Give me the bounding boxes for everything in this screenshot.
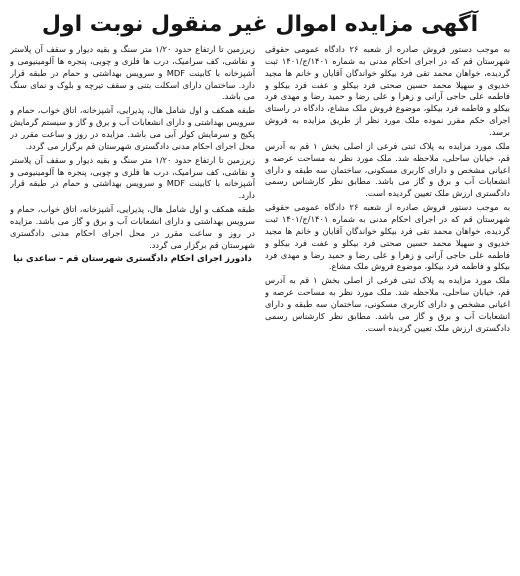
title-bar xyxy=(10,8,510,40)
left-paragraph-2: طبقه همکف و اول شامل هال، پذیرایی، آشپزخانه، اتاق خواب، حمام و سرویس بهداشتی و دارای انشعابات آب و برق و گاز و سیستم گرمایش پکیج و سرمایش کولر آبی می باشد. مزایده در روز و ساعت مقرر در محل اجرای احکام مدنی دادگستری شهرستان قم برگزار می گردد. xyxy=(10,105,255,151)
right-paragraph-1: به موجب دستور فروش صادره از شعبه ۲۶ دادگاه عمومی حقوقی شهرستان قم که در اجرای احکام مدنی به شماره ۱۴۰۱/ج/۱۴۰۱ ثبت گردیده، خواهان محمد تقی فرد بیکلو خواندگان آقایان و خانم ها مجید خدیوی و سهیلا محمد حسین صحتی فرد بیکلو و عفت فرد بیکلو و فاطمه علی حاجی آرانی و زهرا و علی رضا و حمید رضا و مهدی فرد بیکلو و فاطمه فرد بیکلو، موضوع فروش ملک مشاع، دادگاه در راستای اجرای حکم مقرر نموده ملک مورد نظر از طریق مزایده به فروش برسد. xyxy=(265,44,510,138)
right-paragraph-4: ملک مورد مزایده به پلاک ثبتی فرعی از اصلی بخش ۱ قم به آدرس قم، خیابان ساحلی، ملاحظه شد. ملک مورد نظر به مساحت عرصه و اعیانی مشخص و دارای کاربری مسکونی، ساختمان سه طبقه و دارای انشعابات آب و برق و گاز می باشد. مطابق نظر کارشناس رسمی دادگستری ارزش ملک تعیین گردیده است. xyxy=(265,275,510,333)
left-column xyxy=(10,44,255,562)
right-paragraph-3: به موجب دستور فروش صادره از شعبه ۲۶ دادگاه عمومی حقوقی شهرستان قم که در اجرای احکام مدنی به شماره ۱۴۰۱/ج/۱۴۰۱ ثبت گردیده، خواهان محمد تقی فرد بیکلو خواندگان آقایان و خانم ها مجید خدیوی و سهیلا محمد حسین صحتی فرد بیکلو و عفت فرد بیکلو و فاطمه علی حاجی آرانی و زهرا و علی رضا و حمید رضا و مهدی فرد بیکلو و فاطمه فرد بیکلو، موضوع فروش ملک مشاع. xyxy=(265,202,510,272)
right-column xyxy=(265,44,510,562)
notice-title: آگهی مزایده اموال غیر منقول نوبت اول xyxy=(41,11,479,37)
right-paragraph-2: ملک مورد مزایده به پلاک ثبتی فرعی از اصلی بخش ۱ قم به آدرس قم، خیابان ساحلی، ملاحظه شد. ملک مورد نظر به مساحت عرصه و اعیانی مشخص و دارای کاربری مسکونی، ساختمان سه طبقه و دارای انشعابات آب و برق و گاز می باشد. مطابق نظر کارشناس رسمی دادگستری ارزش ملک تعیین گردیده است. xyxy=(265,140,510,199)
signature-line: دادورز اجرای احکام دادگستری شهرستان قم – ساعدی نیا xyxy=(13,253,252,264)
left-paragraph-3: زیرزمین تا ارتفاع حدود ۱/۲۰ متر سنگ و بقیه دیوار و سقف آن پلاستر و نقاشی، کف سرامیک، درب ها فلزی و چوبی، پنجره ها آلومینیومی و آشپزخانه با کابینت MDF و سرویس بهداشتی و حمام در طبقه قرار دارد. xyxy=(10,154,255,201)
notice-content xyxy=(10,44,510,562)
left-paragraph-4: طبقه همکف و اول شامل هال، پذیرایی، آشپزخانه، اتاق خواب، حمام و سرویس بهداشتی و دارای انشعابات آب و برق و گاز می باشد. مزایده در روز و ساعت مقرر در محل اجرای احکام مدنی دادگستری شهرستان قم برگزار می گردد. xyxy=(10,204,255,250)
left-paragraph-1: زیرزمین تا ارتفاع حدود ۱/۲۰ متر سنگ و بقیه دیوار و سقف آن پلاستر و نقاشی، کف سرامیک، درب ها فلزی و چوبی، پنجره ها آلومینیومی و آشپزخانه با کابینت MDF و سرویس بهداشتی و حمام در طبقه قرار دارد. ساختمان دارای اسکلت بتنی و سقف تیرچه و بلوک و نمای سنگ می باشد. xyxy=(10,44,255,102)
